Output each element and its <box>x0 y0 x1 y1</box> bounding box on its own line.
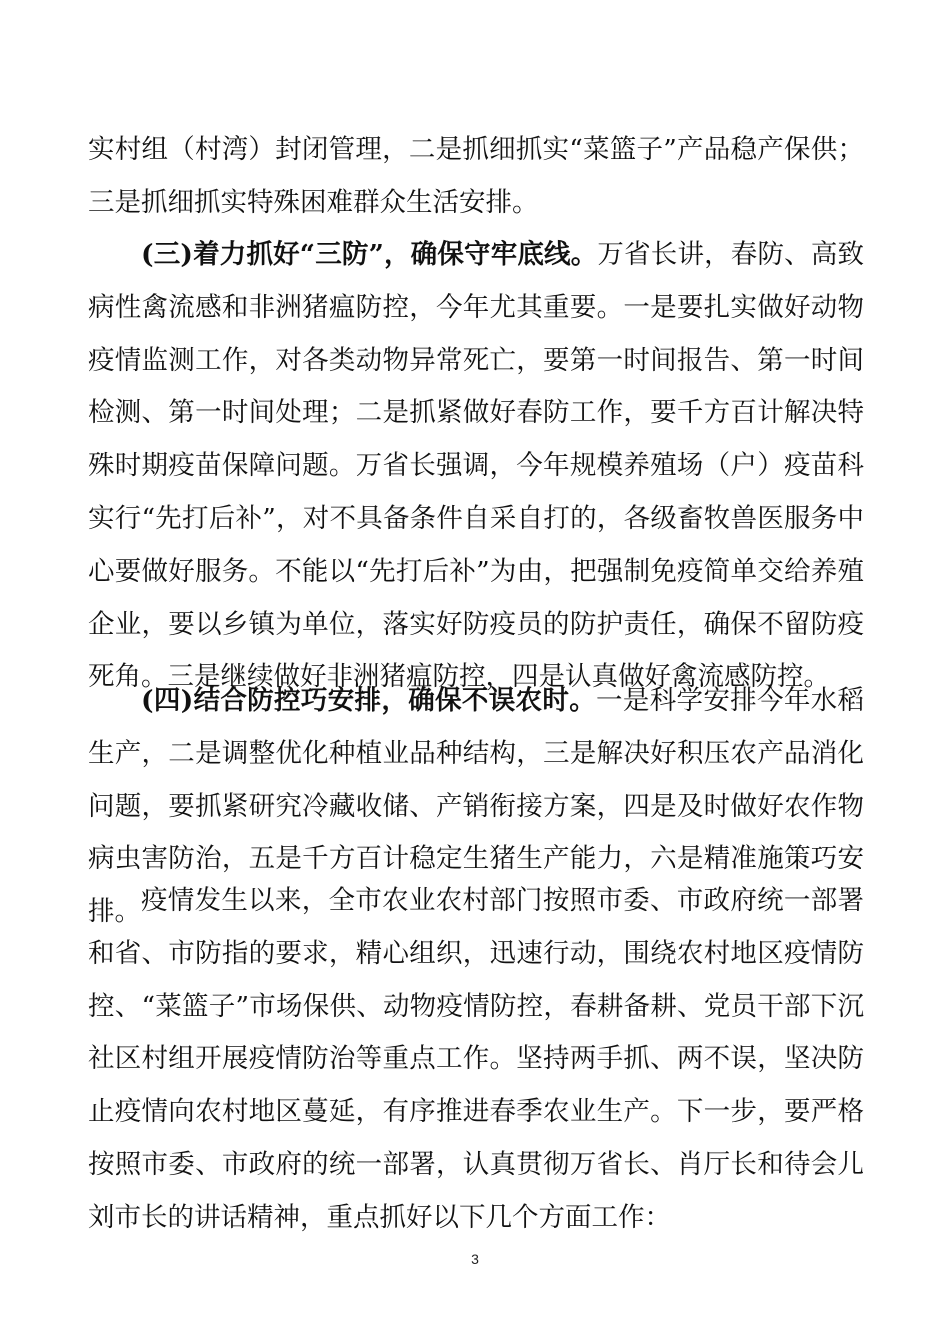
paragraph-summary <box>88 875 864 1245</box>
page-number: 3 <box>471 1251 479 1267</box>
paragraph-text: 疫情发生以来，全市农业农村部门按照市委、市政府统一部署和省、市防指的要求，精心组织，迅速行动，围绕农村地区疫情防控、“菜篮子”市场保供、动物疫情防控，春耕备耕、党员干部下沉社区村组开展疫情防治等重点工作。坚持两手抓、两不误，坚决防止疫情向农村地区蔓延，有序推进春季农业生产。下一步，要严格按照市委、市政府的统一部署，认真贯彻万省长、肖厅长和待会儿刘市长的讲话精神，重点抓好以下几个方面工作： <box>88 885 864 1233</box>
section-heading: (四)结合防控巧安排，确保不误农时。 <box>141 685 597 716</box>
paragraph-text: 实村组（村湾）封闭管理，二是抓细抓实“菜篮子”产品稳产保供；三是抓细抓实特殊困难群众生活安排。 <box>88 134 864 218</box>
paragraph-section-three <box>88 229 864 704</box>
paragraph-continuation <box>88 124 864 230</box>
paragraph-text: 一是科学安排今年水稻生产，二是调整优化种植业品种结构，三是解决好积压农产品消化问题，要抓紧研究冷藏收储、产销衔接方案，四是及时做好农作物病虫害防治，五是千方百计稳定生猪生产能力，六是精准施策巧安排。 <box>88 685 865 928</box>
section-heading: (三)着力抓好“三防”，确保守牢底线。 <box>141 239 598 270</box>
paragraph-text: 万省长讲，春防、高致病性禽流感和非洲猪瘟防控，今年尤其重要。一是要扎实做好动物疫情监测工作，对各类动物异常死亡，要第一时间报告、第一时间检测、第一时间处理；二是抓紧做好春防工作，要千方百计解决特殊时期疫苗保障问题。万省长强调，今年规模养殖场（户）疫苗科实行“先打后补”，对不具备条件自采自打的，各级畜牧兽医服务中心要做好服务。不能以“先打后补”为由，把强制免疫简单交给养殖企业，要以乡镇为单位，落实好防疫员的防护责任，确保不留防疫死角。三是继续做好非洲猪瘟防控，四是认真做好禽流感防控。 <box>88 239 865 693</box>
